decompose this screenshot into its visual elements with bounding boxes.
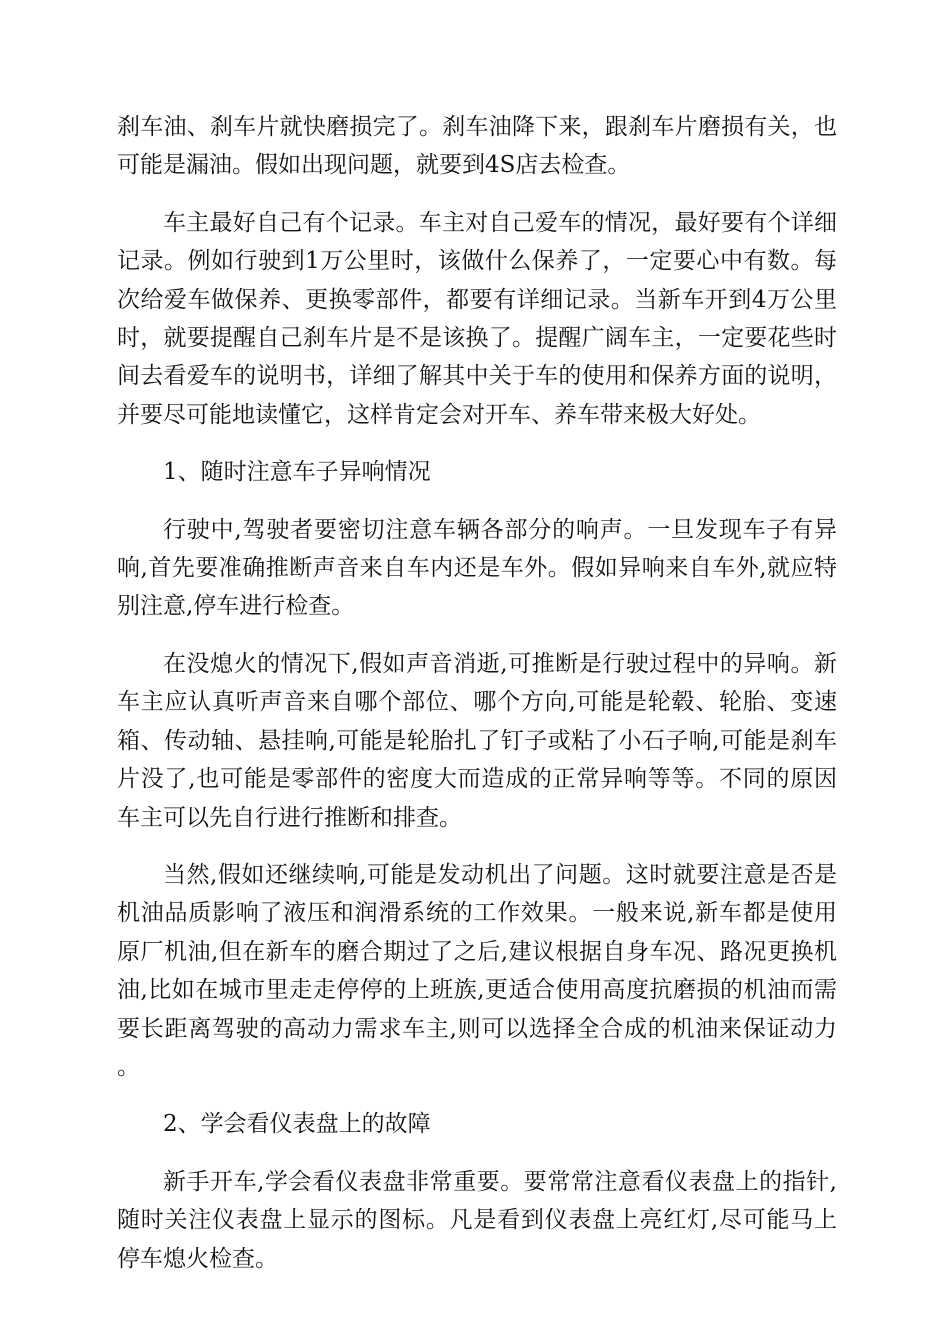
paragraph-driving-noise: 行驶中,驾驶者要密切注意车辆各部分的响声。一旦发现车子有异响,首先要准确推断声音来自车内还是车外。假如异响来自车外,就应特别注意,停车进行检查。 [117, 516, 837, 620]
paragraph-brake-oil: 刹车油、刹车片就快磨损完了。刹车油降下来，跟刹车片磨损有关，也可能是漏油。假如出现问题，就要到4S店去检查。 [117, 114, 837, 179]
paragraph-noise-diagnosis: 在没熄火的情况下,假如声音消逝,可推断是行驶过程中的异响。新车主应认真听声音来自哪个部位、哪个方向,可能是轮毂、轮胎、变速箱、传动轴、悬挂响,可能是轮胎扎了钉子或粘了小石子响,可能是刹车片没了,也可能是零部件的密度大而造成的正常异响等等。不同的原因车主可以先自行进行推断和排查。 [117, 650, 837, 831]
section-heading-dashboard-faults: 2、学会看仪表盘上的故障 [163, 1111, 431, 1138]
section-heading-abnormal-noise: 1、随时注意车子异响情况 [163, 459, 431, 486]
paragraph-maintenance-record: 车主最好自己有个记录。车主对自己爱车的情况，最好要有个详细记录。例如行驶到1万公里时，该做什么保养了，一定要心中有数。每次给爱车做保养、更换零部件，都要有详细记录。当新车开到4万公里时，就要提醒自己刹车片是不是该换了。提醒广阔车主，一定要花些时间去看爱车的说明书，详细了解其中关于车的使用和保养方面的说明，并要尽可能地读懂它，这样肯定会对开车、养车带来极大好处。 [117, 209, 837, 428]
document-page [117, 108, 837, 1297]
paragraph-engine-oil: 当然,假如还继续响,可能是发动机出了问题。这时就要注意是否是机油品质影响了液压和润滑系统的工作效果。一般来说,新车都是使用原厂机油,但在新车的磨合期过了之后,建议根据自身车况、路况更换机油,比如在城市里走走停停的上班族,更适合使用高度抗磨损的机油而需要长距离驾驶的高动力需求车主,则可以选择全合成的机油来保证动力。 [117, 861, 837, 1080]
paragraph-dashboard: 新手开车,学会看仪表盘非常重要。要常常注意看仪表盘上的指针,随时关注仪表盘上显示的图标。凡是看到仪表盘上亮红灯,尽可能马上停车熄火检查。 [117, 1168, 837, 1272]
